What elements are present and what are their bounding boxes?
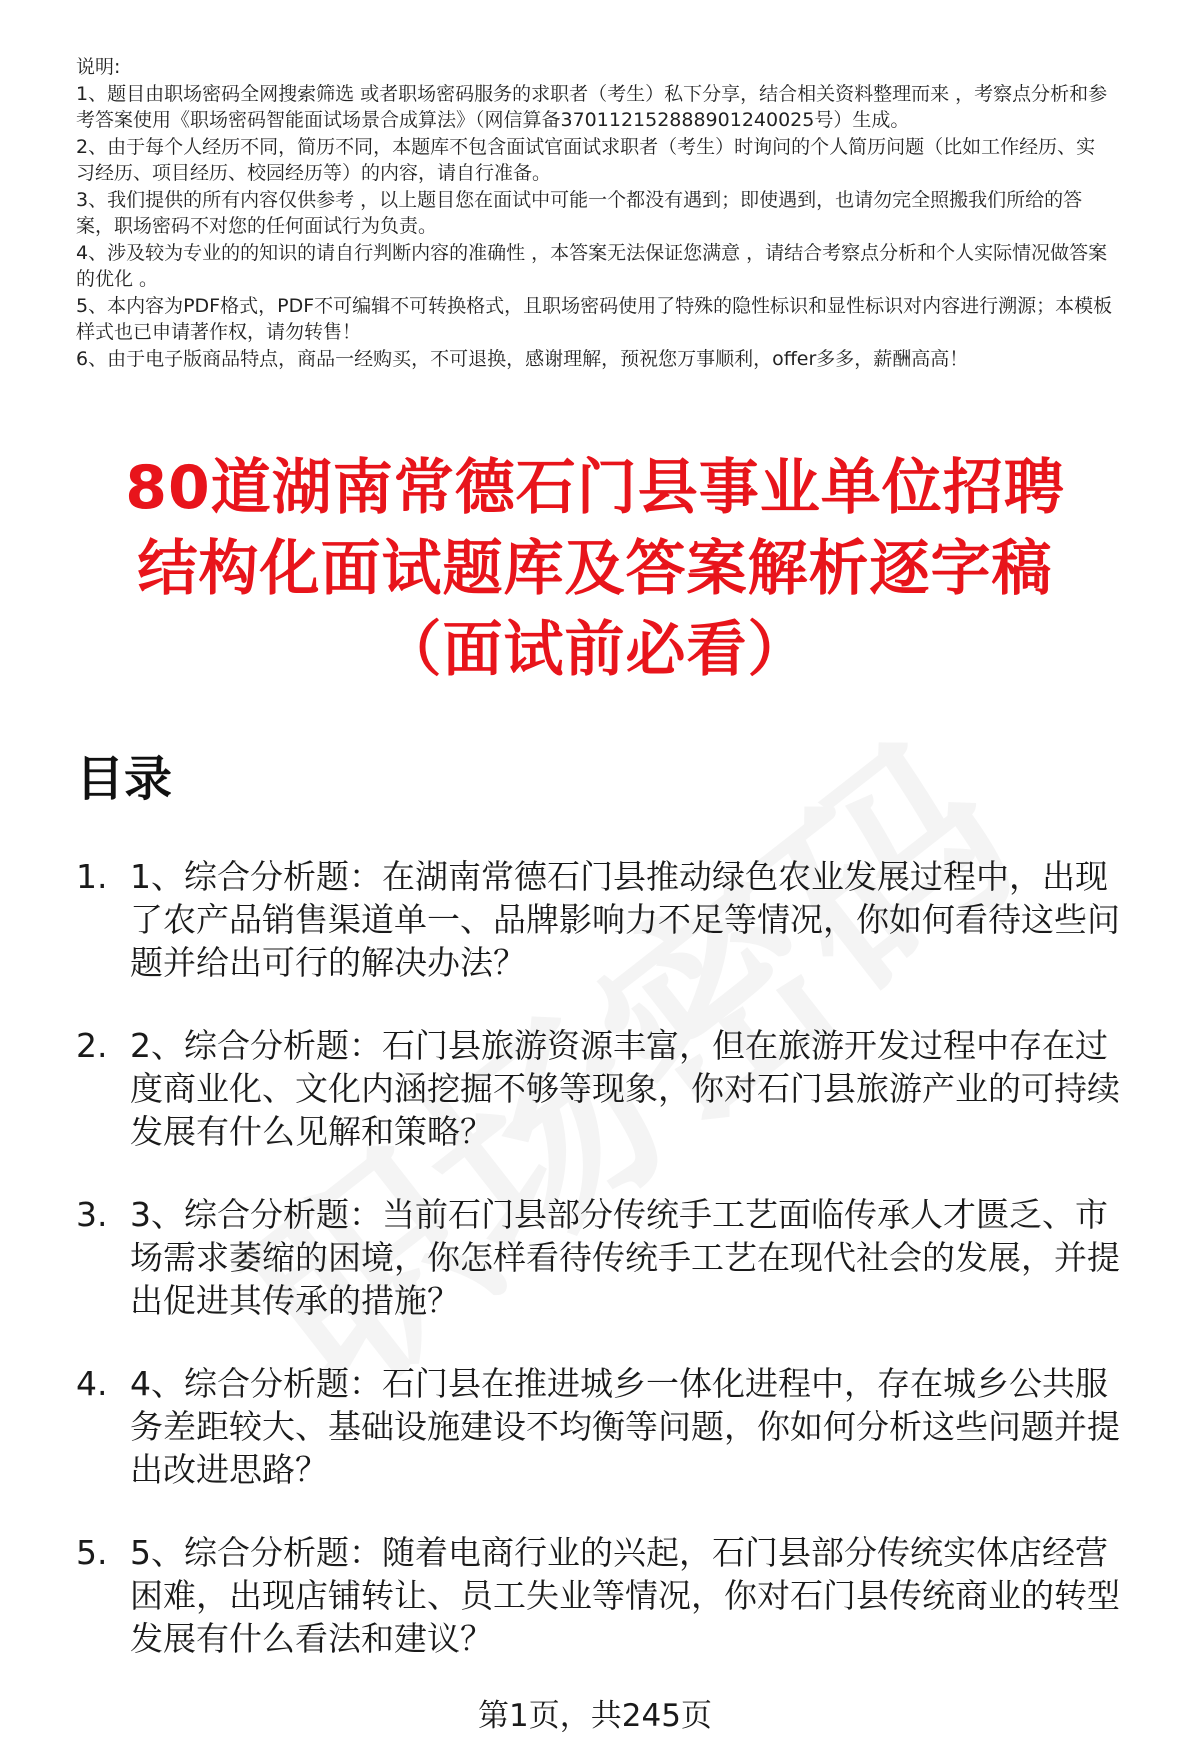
note-item-2: 2、由于每个人经历不同，简历不同，本题库不包含面试官面试求职者（考生）时询问的个人简历问题（比如工作经历、实习经历、项目经历、校园经历等）的内容，请自行准备。 <box>76 135 1096 184</box>
toc-item-number: 5. <box>76 1533 108 1572</box>
toc-item[interactable] <box>76 1531 1130 1660</box>
notes-section <box>76 54 1114 372</box>
toc-item-number: 4. <box>76 1364 108 1403</box>
toc-item[interactable] <box>76 1193 1130 1322</box>
toc-item-text: 1、综合分析题：在湖南常德石门县推动绿色农业发展过程中，出现了农产品销售渠道单一、品牌影响力不足等情况，你如何看待这些问题并给出可行的解决办法？ <box>130 857 1120 982</box>
note-item-1: 1、题目由职场密码全网搜索筛选 或者职场密码服务的求职者（考生）私下分享，结合相关资料整理而来 ，考察点分析和参考答案使用《职场密码智能面试场景合成算法》（网信算备370112152888901240025号）生成。 <box>76 82 1108 131</box>
toc-item-text: 5、综合分析题：随着电商行业的兴起，石门县部分传统实体店经营困难，出现店铺转让、员工失业等情况，你对石门县传统商业的转型发展有什么看法和建议？ <box>130 1533 1120 1658</box>
toc-item-text: 3、综合分析题：当前石门县部分传统手工艺面临传承人才匮乏、市场需求萎缩的困境，你怎样看待传统手工艺在现代社会的发展，并提出促进其传承的措施？ <box>130 1195 1120 1320</box>
toc-item[interactable] <box>76 1024 1130 1153</box>
toc-item-text: 4、综合分析题：石门县在推进城乡一体化进程中，存在城乡公共服务差距较大、基础设施建设不均衡等问题，你如何分析这些问题并提出改进思路？ <box>130 1364 1120 1489</box>
toc-item-number: 1. <box>76 857 108 896</box>
document-title <box>60 448 1130 691</box>
title-line-1: 80道湖南常德石门县事业单位招聘 <box>125 453 1065 523</box>
note-item-5: 5、本内容为PDF格式，PDF不可编辑不可转换格式，且职场密码使用了特殊的隐性标识和显性标识对内容进行溯源；本模板样式也已申请著作权，请勿转售！ <box>76 294 1113 343</box>
toc-heading: 目录 <box>76 751 173 807</box>
note-item-3: 3、我们提供的所有内容仅供参考 ，以上题目您在面试中可能一个都没有遇到；即使遇到，也请勿完全照搬我们所给的答案，职场密码不对您的任何面试行为负责。 <box>76 188 1083 237</box>
notes-title: 说明: <box>76 56 121 78</box>
toc-list <box>76 855 1130 1660</box>
title-line-2: 结构化面试题库及答案解析逐字稿 <box>137 534 1053 604</box>
toc-item[interactable] <box>76 1362 1130 1491</box>
page-footer: 第1页，共245页 <box>478 1698 712 1734</box>
toc-item-number: 3. <box>76 1195 108 1234</box>
title-line-3: （面试前必看） <box>381 615 809 685</box>
toc-item-text: 2、综合分析题：石门县旅游资源丰富，但在旅游开发过程中存在过度商业化、文化内涵挖掘不够等现象，你对石门县旅游产业的可持续发展有什么见解和策略？ <box>130 1026 1120 1151</box>
note-item-6: 6、由于电子版商品特点，商品一经购买，不可退换，感谢理解，预祝您万事顺利，offer多多，薪酬高高！ <box>76 347 969 370</box>
toc-item-number: 2. <box>76 1026 108 1065</box>
toc-item[interactable] <box>76 855 1130 984</box>
note-item-4: 4、涉及较为专业的的知识的请自行判断内容的准确性 ，本答案无法保证您满意 ，请结合考察点分析和个人实际情况做答案的优化 。 <box>76 241 1108 290</box>
